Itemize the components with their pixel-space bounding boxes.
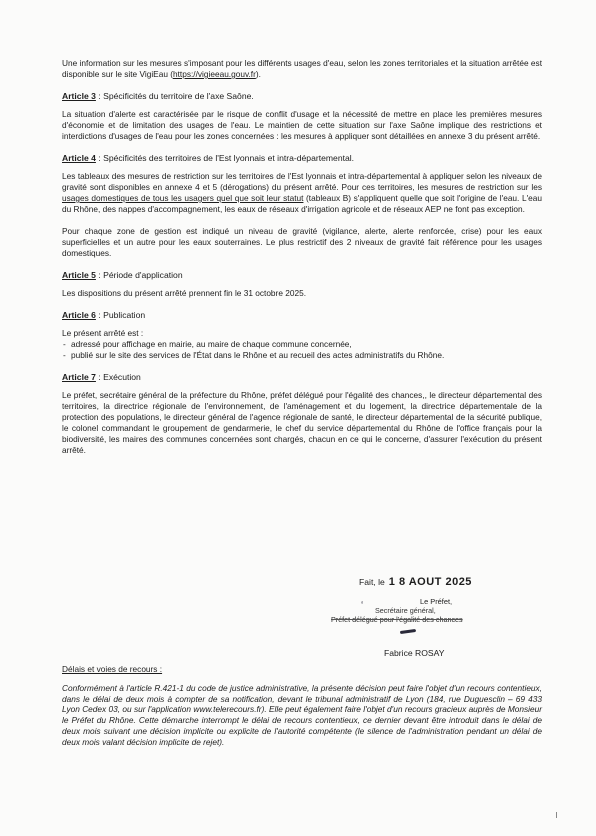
article-7-title: : Exécution bbox=[95, 372, 141, 382]
list-item: - publié sur le site des services de l'État dans le Rhône et au recueil des actes administratifs du Rhône. bbox=[62, 350, 542, 361]
article-3-title: : Spécificités du territoire de l'axe Saône. bbox=[95, 91, 254, 101]
intro-paragraph bbox=[62, 58, 542, 80]
article-6-body bbox=[62, 328, 542, 361]
signature-stroke-icon bbox=[400, 629, 416, 634]
signature-block bbox=[305, 572, 525, 662]
vigieau-link[interactable]: https://vigieeau.gouv.fr bbox=[173, 69, 256, 79]
page-mark-icon bbox=[556, 812, 561, 818]
secretaire-label: Secrétaire général, bbox=[375, 606, 436, 615]
article-6-lead: Le présent arrêté est : bbox=[62, 328, 144, 338]
article-6-heading bbox=[62, 310, 542, 321]
article-7-heading bbox=[62, 372, 542, 383]
article-4-text-end: (tableaux B) s'appliquent quelle que soit l'origine de l'eau. L'eau du Rhône, des nappes d'accompagnement, les eaux de réseaux d'irrigation agricole et de réseaux AEP ne font pas exception. bbox=[62, 193, 542, 214]
prefet-label: Le Préfet, bbox=[420, 597, 453, 606]
article-3-heading bbox=[62, 91, 542, 102]
article-3-number: Article 3 bbox=[62, 91, 96, 101]
article-5-title: : Période d'application bbox=[95, 270, 183, 280]
article-5-paragraph: Les dispositions du présent arrêté prennent fin le 31 octobre 2025. bbox=[62, 288, 306, 298]
article-4-text: Les tableaux des mesures de restriction sur les territoires de l'Est lyonnais et intra-départemental à appliquer selon les niveaux de gravité sont disponibles en annexe 4 et 5 (dérogations) du présent arrêté. Pour ces territoires, les mesures de restriction sur les bbox=[62, 171, 542, 192]
list-item: - adressé pour affichage en mairie, au maire de chaque commune concernée, bbox=[62, 339, 542, 350]
intro-text: Une information sur les mesures s'imposant pour les différents usages d'eau, selon les zones territoriales et la situation arrêtée est disponible sur le site VigiEau ( bbox=[62, 58, 542, 79]
article-3-paragraph: La situation d'alerte est caractérisée par le risque de conflit d'usage et la nécessité de mettre en place les premières mesures d'économie et de limitation des usages de l'eau. Le maintien de cette situation sur l'axe Saône implique des restrictions et interdictions d'usages de l'eau pour les zones concernées : les mesures à appliquer sont détaillées en annexe 3 du présent arrêté. bbox=[62, 109, 542, 141]
recours-title: Délais et voies de recours : bbox=[62, 664, 163, 674]
signatory-name: Fabrice ROSAY bbox=[384, 648, 445, 658]
article-4-title: : Spécificités des territoires de l'Est lyonnais et intra-départemental. bbox=[95, 153, 355, 163]
document-body bbox=[62, 58, 542, 467]
article-4-underlined-text: usages domestiques de tous les usagers quel que soit leur statut bbox=[62, 193, 304, 203]
delegue-label: Préfet délégué pour l'égalité des chances bbox=[331, 615, 463, 624]
article-6-title: : Publication bbox=[95, 310, 146, 320]
date-stamp: 1 8 AOUT 2025 bbox=[388, 576, 472, 588]
recours-paragraph: Conformément à l'article R.421-1 du code de justice administrative, la présente décision peut faire l'objet d'un recours contentieux, dans le délai de deux mois à compter de sa notification, devant le tribunal administratif de Lyon (184, rue Duguesclin – 69 433 Lyon Cedex 03, ou sur l'application www.telerecours.fr). Elle peut également faire l'objet d'un recours gracieux auprès de Monsieur le Préfet du Rhône. Cette démarche interrompt le délai de recours contentieux, ce dernier devant être introduit dans le délai de deux mois suivant une décision implicite ou explicite de l'autorité compétente (le silence de l'administration pendant un délai de deux mois valant décision implicite de rejet). bbox=[62, 682, 542, 747]
intro-text-end: ). bbox=[255, 69, 261, 79]
article-7-number: Article 7 bbox=[62, 372, 96, 382]
fait-le-label: Fait, le bbox=[359, 577, 385, 587]
article-5-number: Article 5 bbox=[62, 270, 96, 280]
article-4-number: Article 4 bbox=[62, 153, 96, 163]
article-4-heading bbox=[62, 153, 542, 164]
article-5-heading bbox=[62, 270, 542, 281]
date-line bbox=[359, 576, 472, 588]
article-6-number: Article 6 bbox=[62, 310, 96, 320]
article-4-paragraph-1 bbox=[62, 171, 542, 215]
article-7-paragraph: Le préfet, secrétaire général de la préfecture du Rhône, préfet délégué pour l'égalité des chances,, le directeur départemental des territoires, la directrice régionale de l'environnement, de l'aménagement et du logement, la directrice départementale de la protection des populations, le directeur général de l'agence régionale de santé, le directeur départemental de la sécurité publique, le colonel commandant le groupement de gendarmerie, le chef du service départemental du Rhône de l'office français pour la biodiversité, les maires des communes concernées sont chargés, chacun en ce qui le concerne, d'assurer l'exécution du présent arrêté. bbox=[62, 390, 542, 455]
signature-mark-icon: ‘ bbox=[361, 600, 364, 611]
recours-section bbox=[62, 664, 542, 748]
article-4-paragraph-2: Pour chaque zone de gestion est indiqué un niveau de gravité (vigilance, alerte, alerte renforcée, crise) pour les eaux superficielles et un autre pour les eaux souterraines. Le plus restrictif des 2 niveaux de gravité fait référence pour les usages domestiques. bbox=[62, 226, 542, 258]
publication-list bbox=[62, 339, 542, 361]
